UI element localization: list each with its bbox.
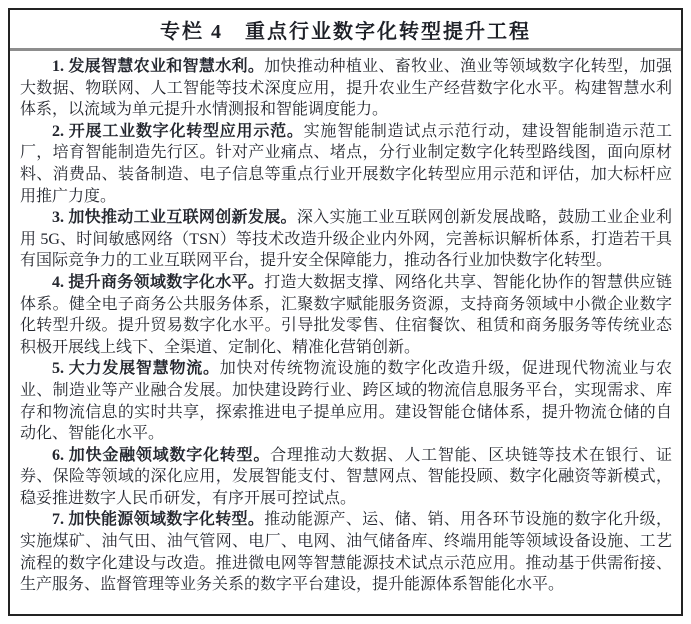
paragraph-6 <box>20 445 672 510</box>
paragraph-3 <box>20 207 672 272</box>
paragraph-7-text: 推动能源产、运、储、销、用各环节设施的数字化升级，实施煤矿、油气田、油气管网、电厂、电网、油气储备库、终端用能等领域设备设施、工艺流程的数字化建设与改造。推进微电网等智慧能源技术试点示范应用。推动基于供需衔接、生产服务、监督管理等业务关系的数字平台建设，提升能源体系智能化水平。 <box>20 511 672 594</box>
paragraph-5-lead: 5. 大力发展智慧物流。 <box>52 360 220 378</box>
paragraph-3-lead: 3. 加快推动工业互联网创新发展。 <box>52 209 297 227</box>
column-content <box>10 51 681 596</box>
paragraph-1 <box>20 56 672 121</box>
paragraph-6-text: 合理推动大数据、人工智能、区块链等技术在银行、证券、保险等领域的深化应用，发展智能支付、智慧网点、智能投顾、数字化融资等新模式，稳妥推进数字人民币研发，有序开展可控试点。 <box>20 446 672 507</box>
paragraph-7 <box>20 509 672 595</box>
paragraph-2-text: 实施智能制造试点示范行动，建设智能制造示范工厂，培育智能制造先行区。针对产业痛点、堵点，分行业制定数字化转型路线图，面向原材料、消费品、装备制造、电子信息等重点行业开展数字化转型应用示范和评估，加大标杆应用推广力度。 <box>20 122 672 205</box>
paragraph-2 <box>20 121 672 207</box>
paragraph-3-text: 深入实施工业互联网创新发展战略，鼓励工业企业利用 5G、时间敏感网络（TSN）等技术改造升级企业内外网，完善标识解析体系，打造若干具有国际竞争力的工业互联网平台，提升安全保障能力，推动各行业加快数字化转型。 <box>20 209 672 270</box>
column-title: 专栏 4 重点行业数字化转型提升工程 <box>10 10 681 51</box>
paragraph-4-lead: 4. 提升商务领域数字化水平。 <box>52 273 265 291</box>
paragraph-2-lead: 2. 开展工业数字化转型应用示范。 <box>52 122 304 140</box>
paragraph-7-lead: 7. 加快能源领域数字化转型。 <box>52 511 265 529</box>
column-4-box <box>8 8 683 616</box>
paragraph-6-lead: 6. 加快金融领域数字化转型。 <box>52 446 271 464</box>
paragraph-1-text: 加快推动种植业、畜牧业、渔业等领域数字化转型，加强大数据、物联网、人工智能等技术深度应用，提升农业生产经营数字化水平。构建智慧水利体系，以流域为单元提升水情测报和智能调度能力。 <box>20 58 672 119</box>
paragraph-1-lead: 1. 发展智慧农业和智慧水利。 <box>52 58 265 75</box>
paragraph-5 <box>20 358 672 444</box>
paragraph-4 <box>20 272 672 358</box>
paragraph-5-text: 加快对传统物流设施的数字化改造升级，促进现代物流业与农业、制造业等产业融合发展。加快建设跨行业、跨区域的物流信息服务平台，实现需求、库存和物流信息的实时共享，探索推进电子提单应用。建设智能仓储体系，提升物流仓储的自动化、智能化水平。 <box>20 360 672 443</box>
paragraph-4-text: 打造大数据支撑、网络化共享、智能化协作的智慧供应链体系。健全电子商务公共服务体系，汇聚数字赋能服务资源，支持商务领域中小微企业数字化转型升级。提升贸易数字化水平。引导批发零售、住宿餐饮、租赁和商务服务等传统业态积极开展线上线下、全渠道、定制化、精准化营销创新。 <box>20 273 672 356</box>
